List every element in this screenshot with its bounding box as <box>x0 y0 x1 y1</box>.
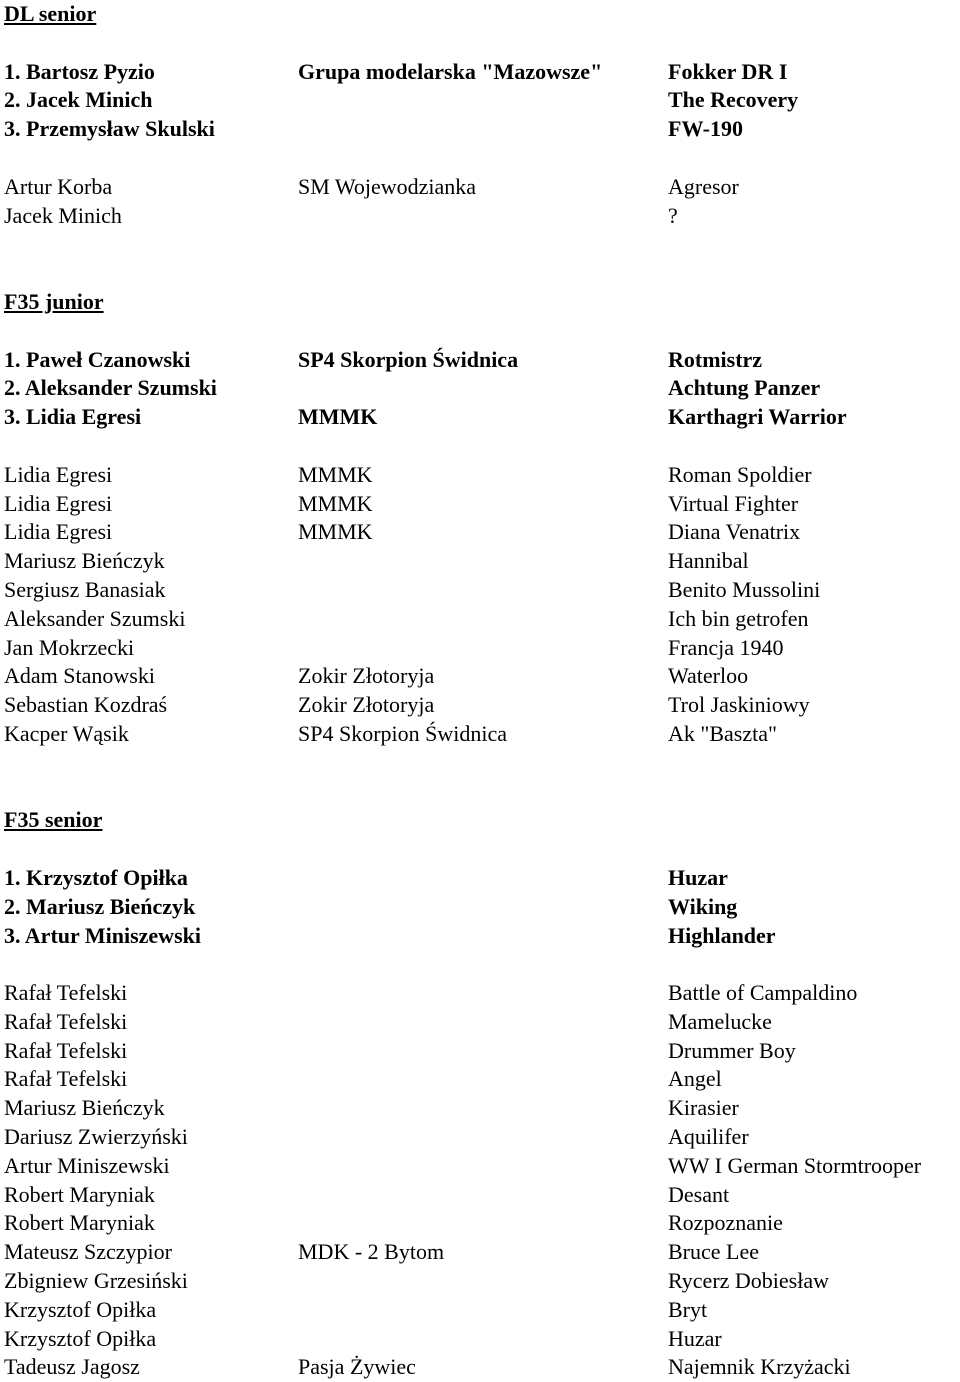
entry-name: Jacek Minich <box>4 202 122 228</box>
section-heading-dl-senior <box>4 0 960 29</box>
entry-name: Tadeusz Jagosz <box>4 1354 140 1380</box>
entry-club: Zokir Złotoryja <box>298 663 435 689</box>
entry-model: Kirasier <box>668 1095 739 1121</box>
entry-row <box>4 576 960 605</box>
entry-model: Najemnik Krzyżacki <box>668 1354 851 1380</box>
entry-row <box>4 1296 960 1325</box>
entry-model: Virtual Fighter <box>668 490 799 516</box>
entry-name: Sergiusz Banasiak <box>4 576 166 602</box>
entry-row <box>4 1238 960 1267</box>
entry-row <box>4 1065 960 1094</box>
winner-row <box>4 403 960 432</box>
entry-model: Roman Spoldier <box>668 461 812 487</box>
entry-row <box>4 1267 960 1296</box>
spacer <box>4 144 960 173</box>
entry-row <box>4 1209 960 1238</box>
entry-row <box>4 605 960 634</box>
winner-model: Huzar <box>668 864 728 890</box>
winner-model: FW-190 <box>668 116 743 142</box>
entry-model: Drummer Boy <box>668 1037 796 1063</box>
winner-name: 2. Jacek Minich <box>4 87 153 113</box>
entry-name: Jan Mokrzecki <box>4 634 135 660</box>
entry-model: Angel <box>668 1066 722 1092</box>
entry-name: Zbigniew Grzesiński <box>4 1268 188 1294</box>
entry-name: Rafał Tefelski <box>4 1008 128 1034</box>
entry-model: WW I German Stormtrooper <box>668 1152 922 1178</box>
entry-club: MDK - 2 Bytom <box>298 1239 445 1265</box>
section-title: F35 senior <box>4 807 103 833</box>
entry-name: Artur Miniszewski <box>4 1152 170 1178</box>
spacer <box>4 432 960 461</box>
entry-row <box>4 202 960 231</box>
entry-row <box>4 1037 960 1066</box>
entry-row <box>4 1353 960 1382</box>
entry-model: Rozpoznanie <box>668 1210 783 1236</box>
winner-model: The Recovery <box>668 87 799 113</box>
entry-club: Zokir Złotoryja <box>298 692 435 718</box>
entry-name: Krzysztof Opiłka <box>4 1325 157 1351</box>
entry-row <box>4 1152 960 1181</box>
winner-club: SP4 Skorpion Świdnica <box>298 346 519 372</box>
entry-name: Kacper Wąsik <box>4 720 129 746</box>
section-title: F35 junior <box>4 288 104 314</box>
entry-name: Lidia Egresi <box>4 490 113 516</box>
winner-row <box>4 115 960 144</box>
entry-row <box>4 662 960 691</box>
entry-row <box>4 1008 960 1037</box>
entry-model: Bruce Lee <box>668 1239 759 1265</box>
winner-model: Achtung Panzer <box>668 375 821 401</box>
winner-name: 1. Krzysztof Opiłka <box>4 864 188 890</box>
entry-model: Desant <box>668 1181 730 1207</box>
winner-row <box>4 374 960 403</box>
entry-model: Aquilifer <box>668 1124 749 1150</box>
entry-row <box>4 691 960 720</box>
winner-row <box>4 86 960 115</box>
entry-name: Robert Maryniak <box>4 1181 155 1207</box>
spacer <box>4 835 960 864</box>
entry-row <box>4 634 960 663</box>
entry-row <box>4 547 960 576</box>
winner-row <box>4 58 960 87</box>
winner-row <box>4 864 960 893</box>
entry-model: Ich bin getrofen <box>668 605 809 631</box>
winner-model: Karthagri Warrior <box>668 404 847 430</box>
entry-model: Diana Venatrix <box>668 519 801 545</box>
entry-row <box>4 979 960 1008</box>
entry-row <box>4 518 960 547</box>
entry-row <box>4 490 960 519</box>
winner-name: 2. Aleksander Szumski <box>4 375 217 401</box>
winner-row <box>4 893 960 922</box>
winner-model: Wiking <box>668 893 738 919</box>
section-heading-f35-senior <box>4 806 960 835</box>
entry-name: Artur Korba <box>4 173 113 199</box>
winner-name: 1. Bartosz Pyzio <box>4 58 155 84</box>
entry-name: Mateusz Szczypior <box>4 1239 172 1265</box>
entry-row <box>4 1094 960 1123</box>
entry-name: Mariusz Bieńczyk <box>4 548 165 574</box>
winner-model: Fokker DR I <box>668 58 788 84</box>
entry-row <box>4 173 960 202</box>
entry-row <box>4 1325 960 1354</box>
entry-model: Waterloo <box>668 663 749 689</box>
entry-name: Lidia Egresi <box>4 461 113 487</box>
entry-name: Rafał Tefelski <box>4 1066 128 1092</box>
entry-name: Adam Stanowski <box>4 663 155 689</box>
results-document <box>4 0 960 1382</box>
entry-row <box>4 461 960 490</box>
entry-model: Huzar <box>668 1325 722 1351</box>
entry-club: MMMK <box>298 490 373 516</box>
entry-model: Bryt <box>668 1296 708 1322</box>
spacer <box>4 230 960 288</box>
entry-name: Rafał Tefelski <box>4 980 128 1006</box>
spacer <box>4 950 960 979</box>
entry-model: Battle of Campaldino <box>668 980 858 1006</box>
entry-model: Benito Mussolini <box>668 576 821 602</box>
entry-model: Ak "Baszta" <box>668 720 777 746</box>
winner-name: 2. Mariusz Bieńczyk <box>4 893 196 919</box>
entry-model: Francja 1940 <box>668 634 784 660</box>
entry-model: Mamelucke <box>668 1008 772 1034</box>
entry-name: Aleksander Szumski <box>4 605 186 631</box>
entry-club: MMMK <box>298 461 373 487</box>
entry-name: Krzysztof Opiłka <box>4 1296 157 1322</box>
entry-name: Lidia Egresi <box>4 519 113 545</box>
winner-name: 3. Artur Miniszewski <box>4 922 201 948</box>
entry-model: Trol Jaskiniowy <box>668 692 810 718</box>
entry-name: Robert Maryniak <box>4 1210 155 1236</box>
winner-club: MMMK <box>298 404 378 430</box>
spacer <box>4 749 960 807</box>
entry-name: Sebastian Kozdraś <box>4 692 168 718</box>
spacer <box>4 317 960 346</box>
entry-club: SP4 Skorpion Świdnica <box>298 720 508 746</box>
winner-club: Grupa modelarska "Mazowsze" <box>298 58 603 84</box>
section-title: DL senior <box>4 1 97 26</box>
winner-name: 1. Paweł Czanowski <box>4 346 191 372</box>
entry-name: Mariusz Bieńczyk <box>4 1095 165 1121</box>
entry-club: Pasja Żywiec <box>298 1354 416 1380</box>
entry-row <box>4 1181 960 1210</box>
winner-model: Highlander <box>668 922 776 948</box>
winner-model: Rotmistrz <box>668 346 763 372</box>
entry-club: MMMK <box>298 519 373 545</box>
entry-name: Dariusz Zwierzyński <box>4 1124 188 1150</box>
winner-row <box>4 346 960 375</box>
entry-model: Hannibal <box>668 548 749 574</box>
winner-name: 3. Przemysław Skulski <box>4 116 215 142</box>
entry-row <box>4 720 960 749</box>
entry-club: SM Wojewodzianka <box>298 173 477 199</box>
entry-model: ? <box>668 202 678 228</box>
entry-row <box>4 1123 960 1152</box>
entry-model: Rycerz Dobiesław <box>668 1268 830 1294</box>
winner-name: 3. Lidia Egresi <box>4 404 142 430</box>
entry-name: Rafał Tefelski <box>4 1037 128 1063</box>
section-heading-f35-junior <box>4 288 960 317</box>
winner-row <box>4 922 960 951</box>
spacer <box>4 29 960 58</box>
entry-model: Agresor <box>668 173 739 199</box>
